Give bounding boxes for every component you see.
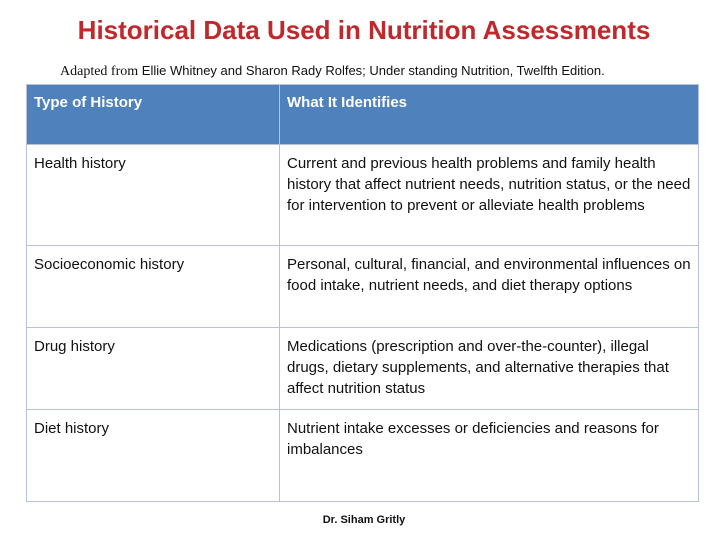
table-row: [27, 328, 699, 410]
history-type-cell: Health history: [27, 145, 280, 246]
table-header-row: [27, 85, 699, 145]
history-type-cell: Drug history: [27, 328, 280, 410]
footer-author: Dr. Siham Gritly: [322, 514, 406, 526]
column-header-type: Type of History: [27, 85, 280, 145]
history-table: [26, 84, 699, 502]
table-row: [27, 410, 699, 502]
history-type-cell: Socioeconomic history: [27, 246, 280, 328]
identifies-cell: Medications (prescription and over-the-counter), illegal drugs, dietary supplements, and alternative therapies that affect nutrition status: [280, 328, 699, 410]
source-attribution: [60, 62, 605, 81]
page-title: Historical Data Used in Nutrition Assessments: [77, 15, 651, 45]
identifies-cell: Current and previous health problems and family health history that affect nutrient needs, nutrition status, or the need for intervention to prevent or alleviate health problems: [280, 145, 699, 246]
table-row: [27, 246, 699, 328]
column-header-identifies: What It Identifies: [280, 85, 699, 145]
identifies-cell: Personal, cultural, financial, and environmental influences on food intake, nutrient needs, and diet therapy options: [280, 246, 699, 328]
attribution-source: Ellie Whitney and Sharon Rady Rolfes; Under standing Nutrition, Twelfth Edition.: [141, 63, 605, 78]
history-type-cell: Diet history: [27, 410, 280, 502]
table-row: [27, 145, 699, 246]
attribution-prefix: Adapted from: [60, 64, 139, 79]
identifies-cell: Nutrient intake excesses or deficiencies and reasons for imbalances: [280, 410, 699, 502]
